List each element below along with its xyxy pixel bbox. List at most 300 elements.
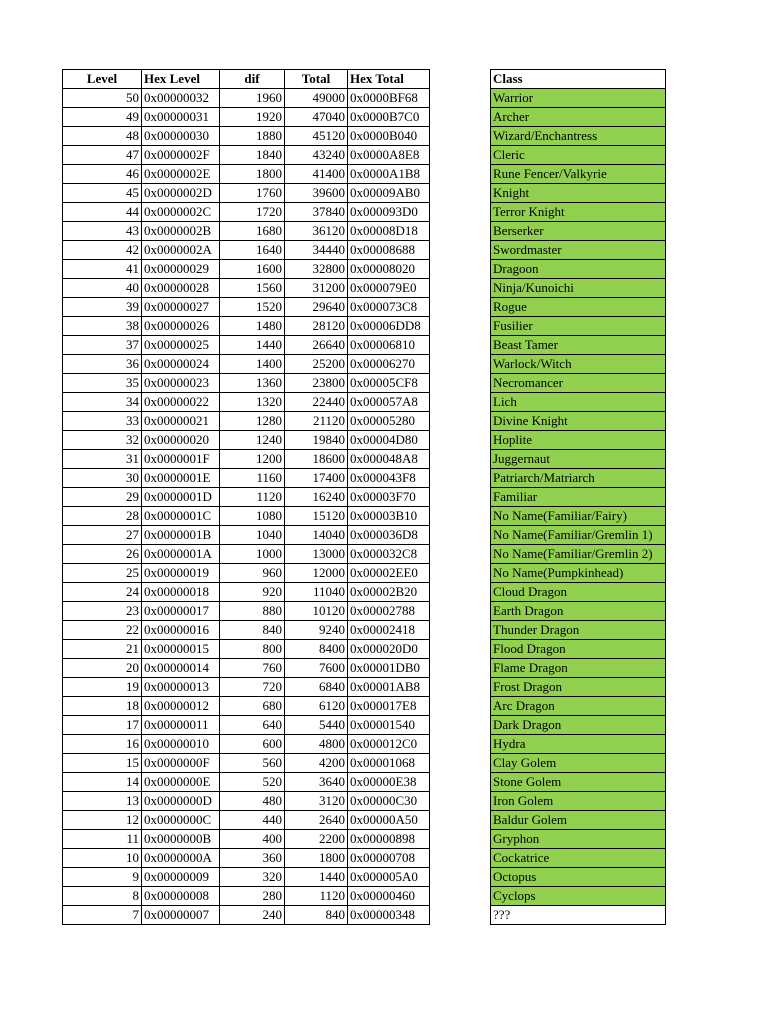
class-cell: Hydra	[491, 735, 666, 754]
hex-level-cell: 0x0000001C	[142, 507, 220, 526]
table-row	[491, 868, 666, 887]
table-row	[63, 336, 430, 355]
total-cell: 43240	[285, 146, 348, 165]
hex-level-cell: 0x00000015	[142, 640, 220, 659]
table-row	[491, 526, 666, 545]
dif-cell: 1160	[220, 469, 285, 488]
level-cell: 14	[63, 773, 142, 792]
table-row	[63, 222, 430, 241]
hex-level-cell: 0x00000012	[142, 697, 220, 716]
level-cell: 43	[63, 222, 142, 241]
hex-level-cell: 0x00000008	[142, 887, 220, 906]
dif-cell: 1440	[220, 336, 285, 355]
class-table-header-row	[491, 70, 666, 89]
hex-level-cell: 0x00000016	[142, 621, 220, 640]
header-level: Level	[63, 70, 142, 89]
dif-cell: 240	[220, 906, 285, 925]
dif-cell: 1920	[220, 108, 285, 127]
hex-total-cell: 0x00000E38	[348, 773, 430, 792]
dif-cell: 840	[220, 621, 285, 640]
level-cell: 26	[63, 545, 142, 564]
level-cell: 40	[63, 279, 142, 298]
dif-cell: 1120	[220, 488, 285, 507]
table-row	[491, 89, 666, 108]
header-class: Class	[491, 70, 666, 89]
level-cell: 42	[63, 241, 142, 260]
dif-cell: 1320	[220, 393, 285, 412]
hex-total-cell: 0x00000A50	[348, 811, 430, 830]
table-row	[491, 621, 666, 640]
hex-total-cell: 0x00002B20	[348, 583, 430, 602]
table-row	[491, 469, 666, 488]
table-row	[491, 355, 666, 374]
class-cell: Fusilier	[491, 317, 666, 336]
table-row	[491, 773, 666, 792]
table-row	[491, 659, 666, 678]
total-cell: 19840	[285, 431, 348, 450]
class-cell: Wizard/Enchantress	[491, 127, 666, 146]
table-row	[63, 697, 430, 716]
table-row	[491, 792, 666, 811]
hex-total-cell: 0x00008688	[348, 241, 430, 260]
total-cell: 13000	[285, 545, 348, 564]
class-cell: Earth Dragon	[491, 602, 666, 621]
dif-cell: 1760	[220, 184, 285, 203]
class-cell: Beast Tamer	[491, 336, 666, 355]
class-cell: Gryphon	[491, 830, 666, 849]
table-row	[63, 830, 430, 849]
hex-total-cell: 0x00004D80	[348, 431, 430, 450]
hex-level-cell: 0x0000002A	[142, 241, 220, 260]
level-cell: 34	[63, 393, 142, 412]
hex-level-cell: 0x00000009	[142, 868, 220, 887]
dif-cell: 1200	[220, 450, 285, 469]
hex-total-cell: 0x0000B7C0	[348, 108, 430, 127]
hex-total-cell: 0x00000C30	[348, 792, 430, 811]
dif-cell: 1720	[220, 203, 285, 222]
table-row	[63, 545, 430, 564]
hex-level-cell: 0x00000017	[142, 602, 220, 621]
table-row	[491, 640, 666, 659]
table-row	[63, 241, 430, 260]
class-cell: Baldur Golem	[491, 811, 666, 830]
level-cell: 10	[63, 849, 142, 868]
table-row	[63, 412, 430, 431]
class-cell: Warlock/Witch	[491, 355, 666, 374]
total-cell: 1440	[285, 868, 348, 887]
class-cell: Rogue	[491, 298, 666, 317]
hex-total-cell: 0x00005CF8	[348, 374, 430, 393]
hex-level-cell: 0x0000000C	[142, 811, 220, 830]
table-row	[63, 108, 430, 127]
dif-cell: 1360	[220, 374, 285, 393]
dif-cell: 320	[220, 868, 285, 887]
hex-total-cell: 0x000036D8	[348, 526, 430, 545]
table-row	[63, 792, 430, 811]
table-row	[491, 602, 666, 621]
hex-total-cell: 0x000073C8	[348, 298, 430, 317]
level-cell: 29	[63, 488, 142, 507]
dif-cell: 1280	[220, 412, 285, 431]
level-cell: 31	[63, 450, 142, 469]
table-row	[491, 735, 666, 754]
level-cell: 50	[63, 89, 142, 108]
total-cell: 9240	[285, 621, 348, 640]
hex-total-cell: 0x00001540	[348, 716, 430, 735]
hex-total-cell: 0x000012C0	[348, 735, 430, 754]
table-row	[491, 507, 666, 526]
dif-cell: 1480	[220, 317, 285, 336]
hex-level-cell: 0x00000022	[142, 393, 220, 412]
hex-level-cell: 0x00000029	[142, 260, 220, 279]
total-cell: 22440	[285, 393, 348, 412]
dif-cell: 800	[220, 640, 285, 659]
table-row	[63, 811, 430, 830]
class-cell: No Name(Familiar/Fairy)	[491, 507, 666, 526]
hex-total-cell: 0x00002418	[348, 621, 430, 640]
total-cell: 26640	[285, 336, 348, 355]
level-table-header-row	[63, 70, 430, 89]
total-cell: 5440	[285, 716, 348, 735]
table-row	[63, 659, 430, 678]
class-cell: Thunder Dragon	[491, 621, 666, 640]
table-row	[491, 811, 666, 830]
level-cell: 7	[63, 906, 142, 925]
total-cell: 41400	[285, 165, 348, 184]
table-row	[491, 260, 666, 279]
table-row	[491, 545, 666, 564]
total-cell: 23800	[285, 374, 348, 393]
hex-total-cell: 0x000017E8	[348, 697, 430, 716]
hex-total-cell: 0x00006DD8	[348, 317, 430, 336]
dif-cell: 1000	[220, 545, 285, 564]
table-row	[491, 317, 666, 336]
class-cell: Necromancer	[491, 374, 666, 393]
table-row	[491, 488, 666, 507]
table-row	[63, 298, 430, 317]
class-cell: Ninja/Kunoichi	[491, 279, 666, 298]
class-cell: Hoplite	[491, 431, 666, 450]
table-row	[63, 279, 430, 298]
class-cell: Archer	[491, 108, 666, 127]
hex-total-cell: 0x000057A8	[348, 393, 430, 412]
level-cell: 23	[63, 602, 142, 621]
class-cell: Rune Fencer/Valkyrie	[491, 165, 666, 184]
table-row	[63, 127, 430, 146]
table-row	[63, 260, 430, 279]
hex-level-cell: 0x00000021	[142, 412, 220, 431]
hex-level-cell: 0x0000000A	[142, 849, 220, 868]
hex-level-cell: 0x0000002E	[142, 165, 220, 184]
dif-cell: 1400	[220, 355, 285, 374]
hex-level-cell: 0x00000028	[142, 279, 220, 298]
total-cell: 49000	[285, 89, 348, 108]
level-cell: 27	[63, 526, 142, 545]
total-cell: 1800	[285, 849, 348, 868]
hex-level-cell: 0x0000001D	[142, 488, 220, 507]
level-cell: 41	[63, 260, 142, 279]
total-cell: 34440	[285, 241, 348, 260]
table-row	[491, 108, 666, 127]
total-cell: 21120	[285, 412, 348, 431]
level-cell: 18	[63, 697, 142, 716]
total-cell: 15120	[285, 507, 348, 526]
class-cell: No Name(Familiar/Gremlin 1)	[491, 526, 666, 545]
dif-cell: 960	[220, 564, 285, 583]
hex-level-cell: 0x00000024	[142, 355, 220, 374]
level-cell: 9	[63, 868, 142, 887]
total-cell: 3640	[285, 773, 348, 792]
hex-level-cell: 0x00000025	[142, 336, 220, 355]
class-cell: Dragoon	[491, 260, 666, 279]
table-row	[491, 697, 666, 716]
dif-cell: 280	[220, 887, 285, 906]
level-cell: 45	[63, 184, 142, 203]
total-cell: 8400	[285, 640, 348, 659]
table-row	[491, 830, 666, 849]
header-hex-level: Hex Level	[142, 70, 220, 89]
hex-level-cell: 0x0000000D	[142, 792, 220, 811]
hex-level-cell: 0x00000007	[142, 906, 220, 925]
total-cell: 10120	[285, 602, 348, 621]
table-row	[491, 412, 666, 431]
table-row	[63, 89, 430, 108]
dif-cell: 720	[220, 678, 285, 697]
dif-cell: 360	[220, 849, 285, 868]
level-cell: 24	[63, 583, 142, 602]
table-row	[491, 336, 666, 355]
hex-total-cell: 0x00000460	[348, 887, 430, 906]
dif-cell: 1840	[220, 146, 285, 165]
total-cell: 12000	[285, 564, 348, 583]
class-cell: Frost Dragon	[491, 678, 666, 697]
level-cell: 36	[63, 355, 142, 374]
level-cell: 12	[63, 811, 142, 830]
hex-level-cell: 0x0000002C	[142, 203, 220, 222]
table-row	[491, 906, 666, 925]
table-row	[491, 564, 666, 583]
table-row	[63, 602, 430, 621]
table-row	[491, 431, 666, 450]
hex-level-cell: 0x00000030	[142, 127, 220, 146]
class-cell: Arc Dragon	[491, 697, 666, 716]
level-cell: 35	[63, 374, 142, 393]
class-cell: Cleric	[491, 146, 666, 165]
total-cell: 25200	[285, 355, 348, 374]
table-row	[63, 906, 430, 925]
total-cell: 4200	[285, 754, 348, 773]
level-cell: 48	[63, 127, 142, 146]
table-row	[63, 887, 430, 906]
hex-level-cell: 0x0000001B	[142, 526, 220, 545]
hex-total-cell: 0x00009AB0	[348, 184, 430, 203]
level-cell: 19	[63, 678, 142, 697]
hex-total-cell: 0x00005280	[348, 412, 430, 431]
hex-total-cell: 0x00006270	[348, 355, 430, 374]
hex-level-cell: 0x0000001E	[142, 469, 220, 488]
level-cell: 37	[63, 336, 142, 355]
hex-total-cell: 0x000093D0	[348, 203, 430, 222]
total-cell: 840	[285, 906, 348, 925]
dif-cell: 440	[220, 811, 285, 830]
dif-cell: 600	[220, 735, 285, 754]
hex-level-cell: 0x0000002F	[142, 146, 220, 165]
table-row	[63, 868, 430, 887]
dif-cell: 560	[220, 754, 285, 773]
table-row	[491, 678, 666, 697]
class-cell: Dark Dragon	[491, 716, 666, 735]
table-row	[63, 450, 430, 469]
total-cell: 39600	[285, 184, 348, 203]
total-cell: 28120	[285, 317, 348, 336]
class-cell: Terror Knight	[491, 203, 666, 222]
hex-total-cell: 0x0000A8E8	[348, 146, 430, 165]
level-cell: 20	[63, 659, 142, 678]
hex-level-cell: 0x00000032	[142, 89, 220, 108]
hex-total-cell: 0x000079E0	[348, 279, 430, 298]
table-row	[63, 317, 430, 336]
class-cell: Cockatrice	[491, 849, 666, 868]
table-row	[491, 279, 666, 298]
header-total: Total	[285, 70, 348, 89]
level-cell: 28	[63, 507, 142, 526]
total-cell: 37840	[285, 203, 348, 222]
hex-level-cell: 0x0000000B	[142, 830, 220, 849]
total-cell: 17400	[285, 469, 348, 488]
class-cell: Iron Golem	[491, 792, 666, 811]
hex-level-cell: 0x0000001F	[142, 450, 220, 469]
hex-total-cell: 0x000020D0	[348, 640, 430, 659]
hex-total-cell: 0x00000898	[348, 830, 430, 849]
class-cell: Warrior	[491, 89, 666, 108]
dif-cell: 1520	[220, 298, 285, 317]
dif-cell: 640	[220, 716, 285, 735]
total-cell: 2200	[285, 830, 348, 849]
table-row	[491, 222, 666, 241]
hex-level-cell: 0x00000010	[142, 735, 220, 754]
level-table	[62, 69, 430, 925]
table-row	[491, 887, 666, 906]
dif-cell: 760	[220, 659, 285, 678]
table-row	[491, 203, 666, 222]
hex-level-cell: 0x00000027	[142, 298, 220, 317]
dif-cell: 680	[220, 697, 285, 716]
class-cell: No Name(Familiar/Gremlin 2)	[491, 545, 666, 564]
total-cell: 32800	[285, 260, 348, 279]
table-row	[63, 621, 430, 640]
table-row	[63, 754, 430, 773]
table-row	[491, 849, 666, 868]
header-hex-total: Hex Total	[348, 70, 430, 89]
level-cell: 46	[63, 165, 142, 184]
table-row	[63, 640, 430, 659]
dif-cell: 1240	[220, 431, 285, 450]
dif-cell: 1040	[220, 526, 285, 545]
total-cell: 6840	[285, 678, 348, 697]
dif-cell: 520	[220, 773, 285, 792]
level-cell: 32	[63, 431, 142, 450]
table-row	[491, 583, 666, 602]
class-cell: Divine Knight	[491, 412, 666, 431]
total-cell: 14040	[285, 526, 348, 545]
hex-total-cell: 0x0000BF68	[348, 89, 430, 108]
hex-level-cell: 0x00000020	[142, 431, 220, 450]
class-cell: Knight	[491, 184, 666, 203]
level-cell: 44	[63, 203, 142, 222]
hex-total-cell: 0x000043F8	[348, 469, 430, 488]
level-cell: 38	[63, 317, 142, 336]
total-cell: 47040	[285, 108, 348, 127]
hex-total-cell: 0x00000708	[348, 849, 430, 868]
hex-total-cell: 0x00002EE0	[348, 564, 430, 583]
level-cell: 30	[63, 469, 142, 488]
table-row	[491, 241, 666, 260]
level-cell: 25	[63, 564, 142, 583]
total-cell: 36120	[285, 222, 348, 241]
class-cell: Flood Dragon	[491, 640, 666, 659]
level-cell: 49	[63, 108, 142, 127]
total-cell: 31200	[285, 279, 348, 298]
total-cell: 4800	[285, 735, 348, 754]
table-row	[491, 716, 666, 735]
class-cell: Clay Golem	[491, 754, 666, 773]
level-cell: 13	[63, 792, 142, 811]
dif-cell: 920	[220, 583, 285, 602]
hex-level-cell: 0x0000002B	[142, 222, 220, 241]
level-cell: 8	[63, 887, 142, 906]
class-cell: Stone Golem	[491, 773, 666, 792]
hex-total-cell: 0x0000A1B8	[348, 165, 430, 184]
dif-cell: 1800	[220, 165, 285, 184]
hex-total-cell: 0x00000348	[348, 906, 430, 925]
hex-level-cell: 0x00000013	[142, 678, 220, 697]
hex-level-cell: 0x0000002D	[142, 184, 220, 203]
table-row	[63, 184, 430, 203]
table-row	[491, 298, 666, 317]
hex-total-cell: 0x000032C8	[348, 545, 430, 564]
hex-total-cell: 0x00003B10	[348, 507, 430, 526]
level-cell: 17	[63, 716, 142, 735]
table-row	[63, 773, 430, 792]
table-row	[491, 374, 666, 393]
dif-cell: 1080	[220, 507, 285, 526]
hex-level-cell: 0x00000026	[142, 317, 220, 336]
table-row	[491, 165, 666, 184]
class-cell: Familiar	[491, 488, 666, 507]
total-cell: 16240	[285, 488, 348, 507]
level-cell: 47	[63, 146, 142, 165]
class-cell: Cloud Dragon	[491, 583, 666, 602]
hex-level-cell: 0x0000001A	[142, 545, 220, 564]
table-row	[63, 507, 430, 526]
dif-cell: 1560	[220, 279, 285, 298]
hex-level-cell: 0x00000014	[142, 659, 220, 678]
total-cell: 6120	[285, 697, 348, 716]
table-row	[63, 203, 430, 222]
total-cell: 45120	[285, 127, 348, 146]
class-cell: Berserker	[491, 222, 666, 241]
dif-cell: 1880	[220, 127, 285, 146]
table-row	[63, 716, 430, 735]
hex-level-cell: 0x0000000E	[142, 773, 220, 792]
table-row	[63, 165, 430, 184]
header-dif: dif	[220, 70, 285, 89]
dif-cell: 1960	[220, 89, 285, 108]
hex-total-cell: 0x00001AB8	[348, 678, 430, 697]
table-row	[491, 127, 666, 146]
level-cell: 21	[63, 640, 142, 659]
hex-level-cell: 0x0000000F	[142, 754, 220, 773]
